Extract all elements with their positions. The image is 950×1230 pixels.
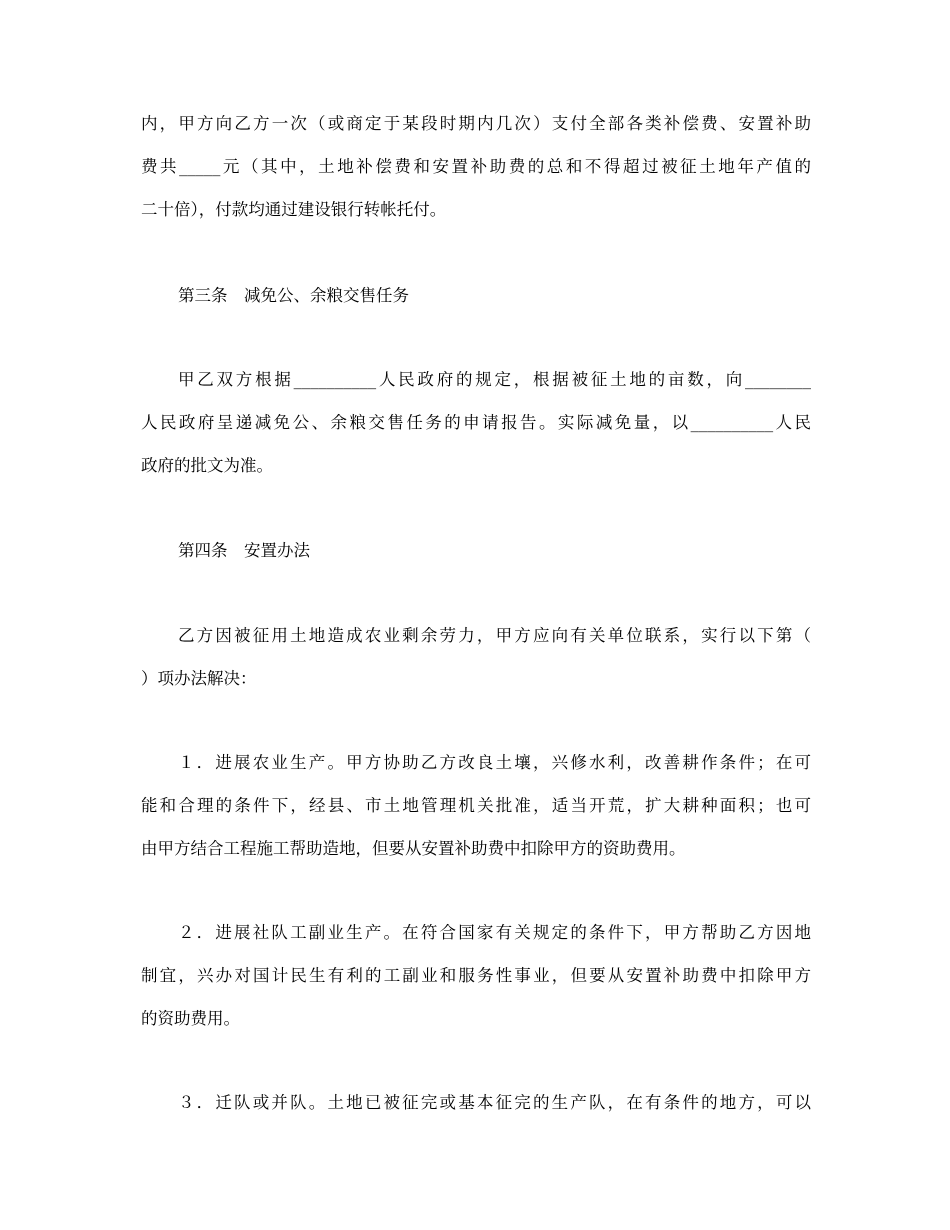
list-item-line: 由甲方结合工程施工帮助造地，但要从安置补助费中扣除甲方的资助费用。 <box>141 839 686 858</box>
list-item-line: 能和合理的条件下，经县、市土地管理机关批准，适当开荒，扩大耕种面积；也可 <box>141 796 811 815</box>
paragraph-line: 乙方因被征用土地造成农业剩余劳力，甲方应向有关单位联系，实行以下第（ <box>178 626 811 645</box>
paragraph-line: 人民政府呈递减免公、余粮交售任务的申请报告。实际减免量，以__________人民 <box>141 413 811 432</box>
paragraph-line: 内，甲方向乙方一次（或商定于某段时期内几次）支付全部各类补偿费、安置补助 <box>141 114 811 133</box>
paragraph-line: ）项办法解决： <box>141 669 257 688</box>
paragraph-line: 甲乙双方根据__________人民政府的规定，根据被征土地的亩数，向________ <box>178 370 811 389</box>
list-item-line: １．进展农业生产。甲方协助乙方改良土壤，兴修水利，改善耕作条件；在可 <box>178 753 811 772</box>
list-item-line: ２．进展社队工副业生产。在符合国家有关规定的条件下，甲方帮助乙方因地 <box>178 923 811 942</box>
paragraph-line: 二十倍），付款均通过建设银行转帐托付。 <box>141 200 447 219</box>
paragraph-line: 政府的批文为准。 <box>141 456 273 475</box>
article-heading: 第四条 安置办法 <box>178 541 310 560</box>
list-item-line: 的资助费用。 <box>141 1009 240 1028</box>
article-heading: 第三条 减免公、余粮交售任务 <box>178 286 409 305</box>
list-item-line: ３．迁队或并队。土地已被征完或基本征完的生产队，在有条件的地方，可以 <box>178 1093 811 1112</box>
list-item-line: 制宜，兴办对国计民生有利的工副业和服务性事业，但要从安置补助费中扣除甲方 <box>141 966 811 985</box>
paragraph-line: 费共_____元（其中，土地补偿费和安置补助费的总和不得超过被征土地年产值的 <box>141 157 811 176</box>
